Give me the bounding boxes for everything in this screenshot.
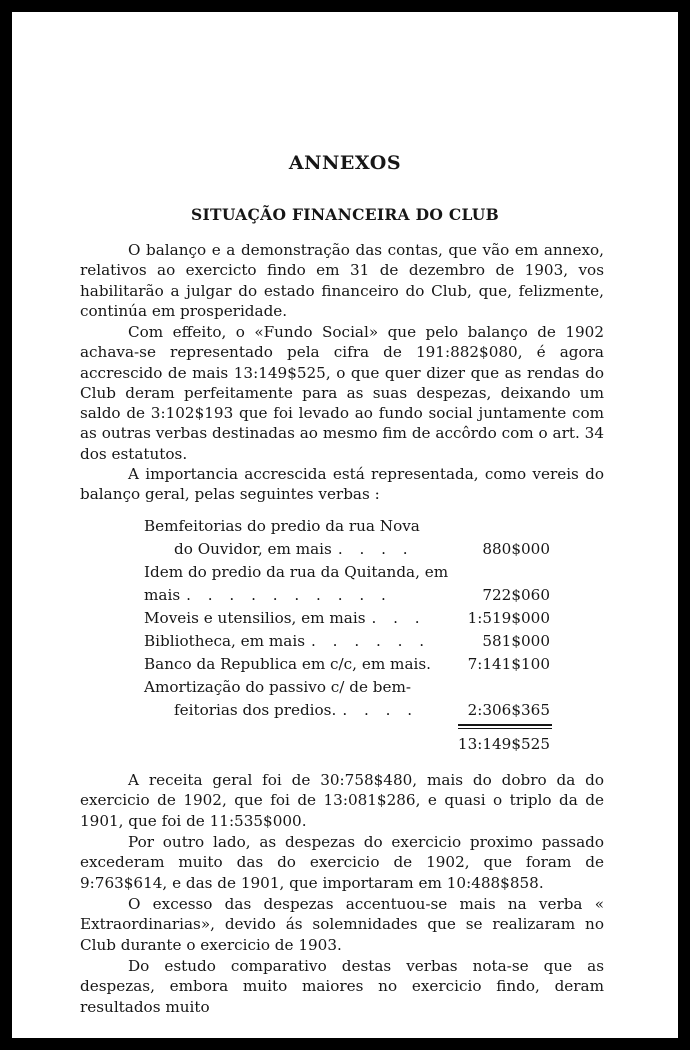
- paragraph-estudo: Do estudo comparativo destas verbas nota-se que as despezas, embora muito maiores no exercicio findo, deram resultados muito: [80, 957, 604, 1016]
- total-amount: 13:149$525: [457, 735, 550, 753]
- item-amount: 2:306$365: [467, 701, 550, 719]
- item-label: Bemfeitorias do predio da rua Nova: [144, 517, 420, 535]
- leader-dots: . . .: [371, 609, 426, 627]
- section-title: ANNEXOS: [288, 152, 402, 174]
- total-rule: [458, 724, 552, 726]
- item-label-cont: feitorias dos predios. . . . .: [174, 701, 419, 719]
- item-label: Moveis e utensilios, em mais . . .: [144, 609, 426, 627]
- paragraph-receita: A receita geral foi de 30:758$480, mais do dobro da do exercicio de 1902, que foi de 13:081$286, e quasi o triplo da de 1901, que foi de 11:535$000.: [80, 771, 604, 830]
- item-label: Banco da Republica em c/c, em mais.: [144, 655, 431, 673]
- total-rule-thin: [458, 728, 552, 729]
- paragraph-importancia: A importancia accrescida está representada, como vereis do balanço geral, pelas seguintes verbas :: [80, 465, 604, 504]
- item-label: Bibliotheca, em mais . . . . . .: [144, 632, 431, 650]
- paragraph-excesso: O excesso das despezas accentuou-se mais na verba « Extraordinarias», devido ás solemnidades que se realizaram no Club durante o exercicio de 1903.: [80, 895, 604, 954]
- item-label: Amortização do passivo c/ de bem-: [144, 678, 412, 696]
- leader-dots: . . . .: [342, 701, 419, 719]
- leader-dots: . . . .: [337, 540, 414, 558]
- item-label: Idem do predio da rua da Quitanda, em: [144, 563, 449, 581]
- item-amount: 581$000: [482, 632, 550, 650]
- section-subtitle: SITUAÇÃO FINANCEIRA DO CLUB: [190, 205, 500, 224]
- item-amount: 7:141$100: [467, 655, 550, 673]
- leader-dots: . . . . . .: [311, 632, 431, 650]
- paragraph-fundo-social: Com effeito, o «Fundo Social» que pelo balanço de 1902 achava-se representado pela cifra de 191:882$080, é agora accrescido de mais 13:149$525, o que quer dizer que as rendas do Club deram perfeitamente para as suas despezas, deixando um saldo de 3:102$193 que foi levado ao fundo social juntamente com as outras verbas destinadas ao mesmo fim de accôrdo com o art. 34 dos estatutos.: [80, 323, 604, 463]
- item-label-cont: do Ouvidor, em mais . . . .: [174, 540, 414, 558]
- item-amount: 722$060: [482, 586, 550, 604]
- leader-dots: . . . . . . . . . .: [186, 586, 392, 604]
- paragraph-despezas: Por outro lado, as despezas do exercicio proximo passado excederam muito das do exercicio de 1902, que foram de 9:763$614, e das de 1901, que importaram em 10:488$858.: [80, 833, 604, 892]
- item-label-cont: mais . . . . . . . . . .: [144, 586, 392, 604]
- paragraph-balance: O balanço e a demonstração das contas, que vão em annexo, relativos ao exercicto findo em 31 de dezembro de 1903, vos habilitarão a julgar do estado financeiro do Club, que, felizmente, continúa em prosperidade.: [80, 241, 604, 320]
- item-amount: 880$000: [482, 540, 550, 558]
- document-page: [12, 12, 678, 1038]
- item-amount: 1:519$000: [467, 609, 550, 627]
